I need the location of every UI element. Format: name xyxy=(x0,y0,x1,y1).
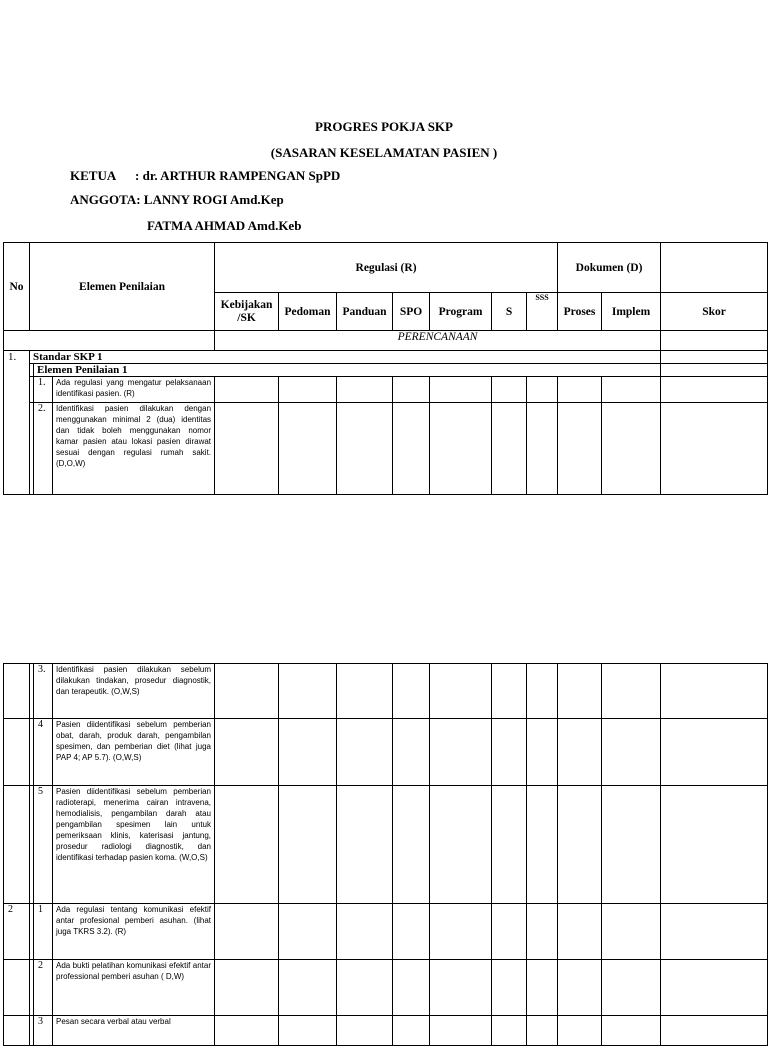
cell xyxy=(527,719,558,786)
header-kebijakan: Kebijakan /SK xyxy=(215,293,279,331)
row-number: 3 xyxy=(34,1016,53,1046)
cell xyxy=(430,960,492,1016)
cell xyxy=(393,377,430,403)
section-perencanaan: PERENCANAAN xyxy=(215,331,661,351)
cell xyxy=(279,904,337,960)
cell xyxy=(215,664,279,719)
cell xyxy=(558,719,602,786)
cell xyxy=(527,904,558,960)
document-subtitle: (SASARAN KESELAMATAN PASIEN ) xyxy=(270,145,498,160)
cell xyxy=(393,719,430,786)
cell xyxy=(215,719,279,786)
cell xyxy=(393,960,430,1016)
cell xyxy=(492,664,527,719)
document-title: PROGRES POKJA SKP xyxy=(315,119,453,134)
cell xyxy=(215,377,279,403)
cell xyxy=(430,786,492,904)
header-no: No xyxy=(4,243,30,331)
cell xyxy=(492,786,527,904)
cell xyxy=(558,377,602,403)
header-regulasi: Regulasi (R) xyxy=(215,243,558,293)
cell xyxy=(527,960,558,1016)
cell xyxy=(430,904,492,960)
row-group-number xyxy=(4,719,30,786)
cell xyxy=(558,786,602,904)
row-description: Ada regulasi tentang komunikasi efektif antar profesional pemberi asuhan. (lihat juga TKRS 3.2). (R) xyxy=(53,904,215,960)
section-blank-left xyxy=(4,331,215,351)
cell xyxy=(337,377,393,403)
row-group-number xyxy=(4,1016,30,1046)
cell xyxy=(661,1016,768,1046)
cell xyxy=(337,664,393,719)
cell xyxy=(602,786,661,904)
row-number: 5 xyxy=(34,786,53,904)
elemen-heading: Elemen Penilaian 1 xyxy=(34,364,661,377)
cell xyxy=(602,1016,661,1046)
row-group-number xyxy=(4,664,30,719)
cell xyxy=(430,1016,492,1046)
cell xyxy=(393,1016,430,1046)
cell xyxy=(602,377,661,403)
row-number: 4 xyxy=(34,719,53,786)
cell xyxy=(492,1016,527,1046)
cell xyxy=(558,1016,602,1046)
header-spo: SPO xyxy=(393,293,430,331)
cell xyxy=(661,960,768,1016)
row-number: 1 xyxy=(34,904,53,960)
cell xyxy=(393,904,430,960)
cell xyxy=(661,403,768,495)
section-blank-right xyxy=(661,331,768,351)
cell xyxy=(661,719,768,786)
cell xyxy=(527,664,558,719)
row-description: Pasien diidentifikasi sebelum pemberian obat, darah, produk darah, pengambilan spesimen, dan pemberian diet (lihat juga PAP 4; AP 5.7). (O,W,S) xyxy=(53,719,215,786)
cell xyxy=(337,719,393,786)
cell xyxy=(527,1016,558,1046)
cell xyxy=(393,664,430,719)
cell xyxy=(393,786,430,904)
header-panduan: Panduan xyxy=(337,293,393,331)
row-description: Ada bukti pelatihan komunikasi efektif antar professional pemberi asuhan ( D,W) xyxy=(53,960,215,1016)
header-elemen-penilaian: Elemen Penilaian xyxy=(30,243,215,331)
header-pedoman: Pedoman xyxy=(279,293,337,331)
row-group-number xyxy=(4,786,30,904)
cell xyxy=(430,719,492,786)
cell xyxy=(492,904,527,960)
row-description: Identifikasi pasien dilakukan sebelum dilakukan tindakan, prosedur diagnostik, dan terapeutik. (O,W,S) xyxy=(53,664,215,719)
cell xyxy=(430,377,492,403)
cell xyxy=(558,664,602,719)
cell xyxy=(492,719,527,786)
cell xyxy=(337,904,393,960)
header-skor: Skor xyxy=(661,293,768,331)
row-description: Pesan secara verbal atau verbal xyxy=(53,1016,215,1046)
anggota-line: ANGGOTA: LANNY ROGI Amd.Kep xyxy=(70,192,284,207)
cell xyxy=(527,403,558,495)
cell xyxy=(602,403,661,495)
standar-title: Standar SKP 1 xyxy=(30,351,661,364)
cell xyxy=(279,1016,337,1046)
cell xyxy=(661,664,768,719)
cell xyxy=(279,377,337,403)
cell xyxy=(430,664,492,719)
cell xyxy=(602,664,661,719)
cell xyxy=(430,403,492,495)
cell xyxy=(337,403,393,495)
cell xyxy=(661,377,768,403)
header-blank xyxy=(661,243,768,293)
header-implem: Implem xyxy=(602,293,661,331)
ketua-line: KETUA : dr. ARTHUR RAMPENGAN SpPD xyxy=(70,168,341,183)
row-description: Pasien diidentifikasi sebelum pemberian radioterapi, menerima cairan intravena, hemodialisis, pengambilan darah atau pengambilan spesimen lain untuk pemeriksaan klinis, katerisasi jantung, prosedur radiologi diagnostik, dan identifikasi terhadap pasien koma. (W,O,S) xyxy=(53,786,215,904)
cell xyxy=(215,403,279,495)
cell xyxy=(279,786,337,904)
cell xyxy=(602,719,661,786)
cell xyxy=(215,904,279,960)
cell xyxy=(602,904,661,960)
cell xyxy=(661,786,768,904)
header-sss: SSS xyxy=(527,293,558,331)
assessment-table-page-1 xyxy=(3,242,768,495)
cell xyxy=(661,351,768,364)
cell xyxy=(279,960,337,1016)
row-description: Identifikasi pasien dilakukan dengan menggunakan minimal 2 (dua) identitas dan tidak boleh menggunakan nomor kamar pasien atau lokasi pasien dirawat sesuai dengan regulasi rumah sakit. (D,O,W) xyxy=(53,403,215,495)
cell xyxy=(602,960,661,1016)
cell xyxy=(393,403,430,495)
cell xyxy=(527,377,558,403)
cell xyxy=(558,904,602,960)
row-group-number: 2 xyxy=(4,904,30,960)
header-s: S xyxy=(492,293,527,331)
cell xyxy=(337,960,393,1016)
cell xyxy=(215,1016,279,1046)
row-group-number xyxy=(4,960,30,1016)
row-number: 1. xyxy=(34,377,53,403)
cell xyxy=(337,786,393,904)
header-proses: Proses xyxy=(558,293,602,331)
cell xyxy=(337,1016,393,1046)
cell xyxy=(558,960,602,1016)
standar-number: 1. xyxy=(4,351,30,495)
cell xyxy=(661,904,768,960)
header-dokumen: Dokumen (D) xyxy=(558,243,661,293)
cell xyxy=(661,364,768,377)
row-description: Ada regulasi yang mengatur pelaksanaan identifikasi pasien. (R) xyxy=(53,377,215,403)
cell xyxy=(492,377,527,403)
row-number: 3. xyxy=(34,664,53,719)
cell xyxy=(215,960,279,1016)
cell xyxy=(279,403,337,495)
cell xyxy=(492,960,527,1016)
anggota-second-line: FATMA AHMAD Amd.Keb xyxy=(147,218,302,233)
row-number: 2 xyxy=(34,960,53,1016)
assessment-table-page-2 xyxy=(3,663,768,1046)
cell xyxy=(279,664,337,719)
cell xyxy=(527,786,558,904)
cell xyxy=(492,403,527,495)
header-program: Program xyxy=(430,293,492,331)
cell xyxy=(215,786,279,904)
row-number: 2. xyxy=(34,403,53,495)
cell xyxy=(558,403,602,495)
cell xyxy=(279,719,337,786)
